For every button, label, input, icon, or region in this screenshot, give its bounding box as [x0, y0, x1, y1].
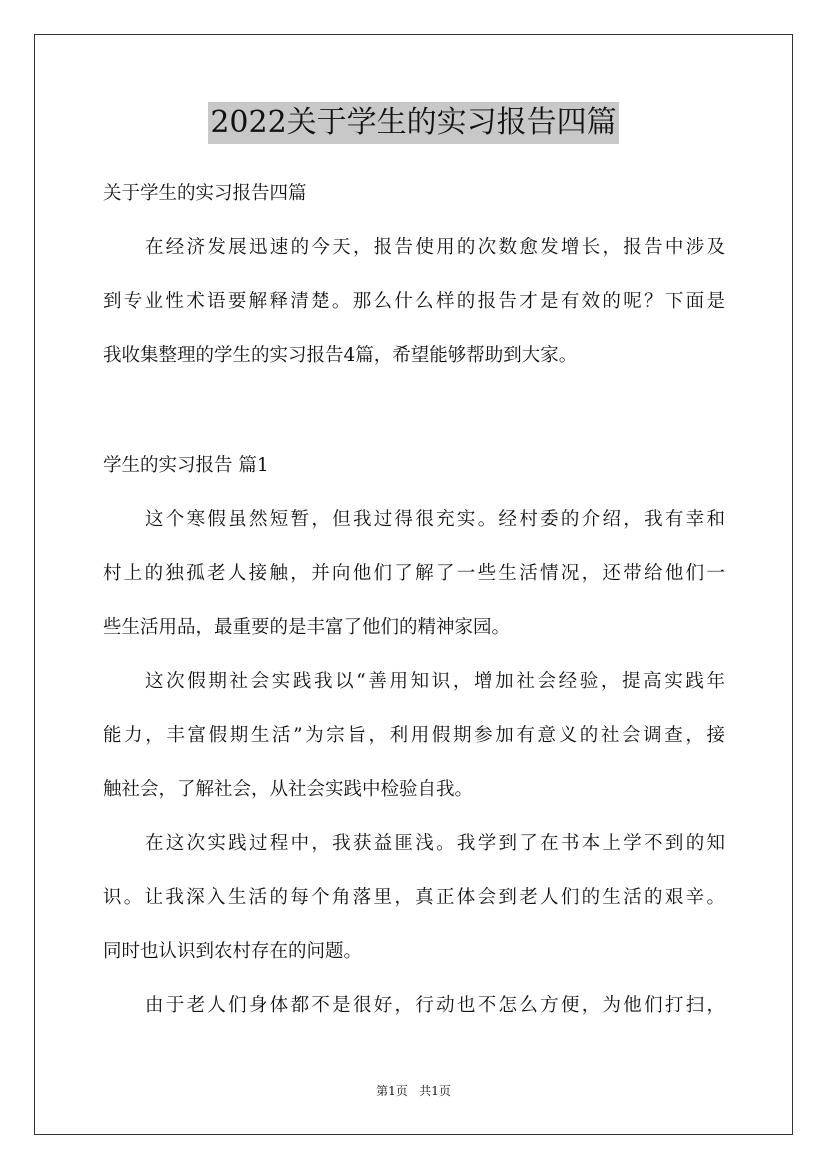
paragraph3-line-1: 在这次实践过程中，我获益匪浅。我学到了在书本上学不到的知: [145, 833, 725, 854]
document-title: 2022关于学生的实习报告四篇: [208, 102, 618, 144]
paragraph2-line-3: 触社会，了解社会，从社会实践中检验自我。: [103, 779, 474, 800]
paragraph1-line-2: 村上的独孤老人接触，并向他们了解了一些生活情况，还带给他们一: [103, 563, 725, 584]
paragraph2-line-1: 这次假期社会实践我以“善用知识，增加社会经验，提高实践年: [145, 671, 725, 692]
document-subtitle: 关于学生的实习报告四篇: [103, 183, 307, 204]
paragraph1-line-3: 些生活用品，最重要的是丰富了他们的精神家园。: [103, 617, 511, 638]
intro-line-2: 到专业性术语要解释清楚。那么什么样的报告才是有效的呢？下面是: [103, 291, 725, 312]
intro-line-3: 我收集整理的学生的实习报告4篇，希望能够帮助到大家。: [103, 345, 578, 366]
paragraph3-line-2: 识。让我深入生活的每个角落里，真正体会到老人们的生活的艰辛。: [103, 887, 725, 908]
intro-line-1: 在经济发展迅速的今天，报告使用的次数愈发增长，报告中涉及: [145, 237, 725, 258]
paragraph1-line-1: 这个寒假虽然短暂，但我过得很充实。经村委的介绍，我有幸和: [145, 509, 725, 530]
page-number: 第1页: [376, 1084, 408, 1098]
page-total: 共1页: [419, 1084, 451, 1098]
paragraph4-line-1: 由于老人们身体都不是很好，行动也不怎么方便，为他们打扫，: [145, 995, 725, 1016]
title-container: [0, 102, 827, 144]
paragraph2-line-2: 能力，丰富假期生活”为宗旨，利用假期参加有意义的社会调查，接: [103, 725, 725, 746]
page-footer: [0, 1082, 827, 1100]
paragraph3-line-3: 同时也认识到农村存在的问题。: [103, 941, 363, 962]
section-heading: 学生的实习报告 篇1: [103, 455, 269, 476]
